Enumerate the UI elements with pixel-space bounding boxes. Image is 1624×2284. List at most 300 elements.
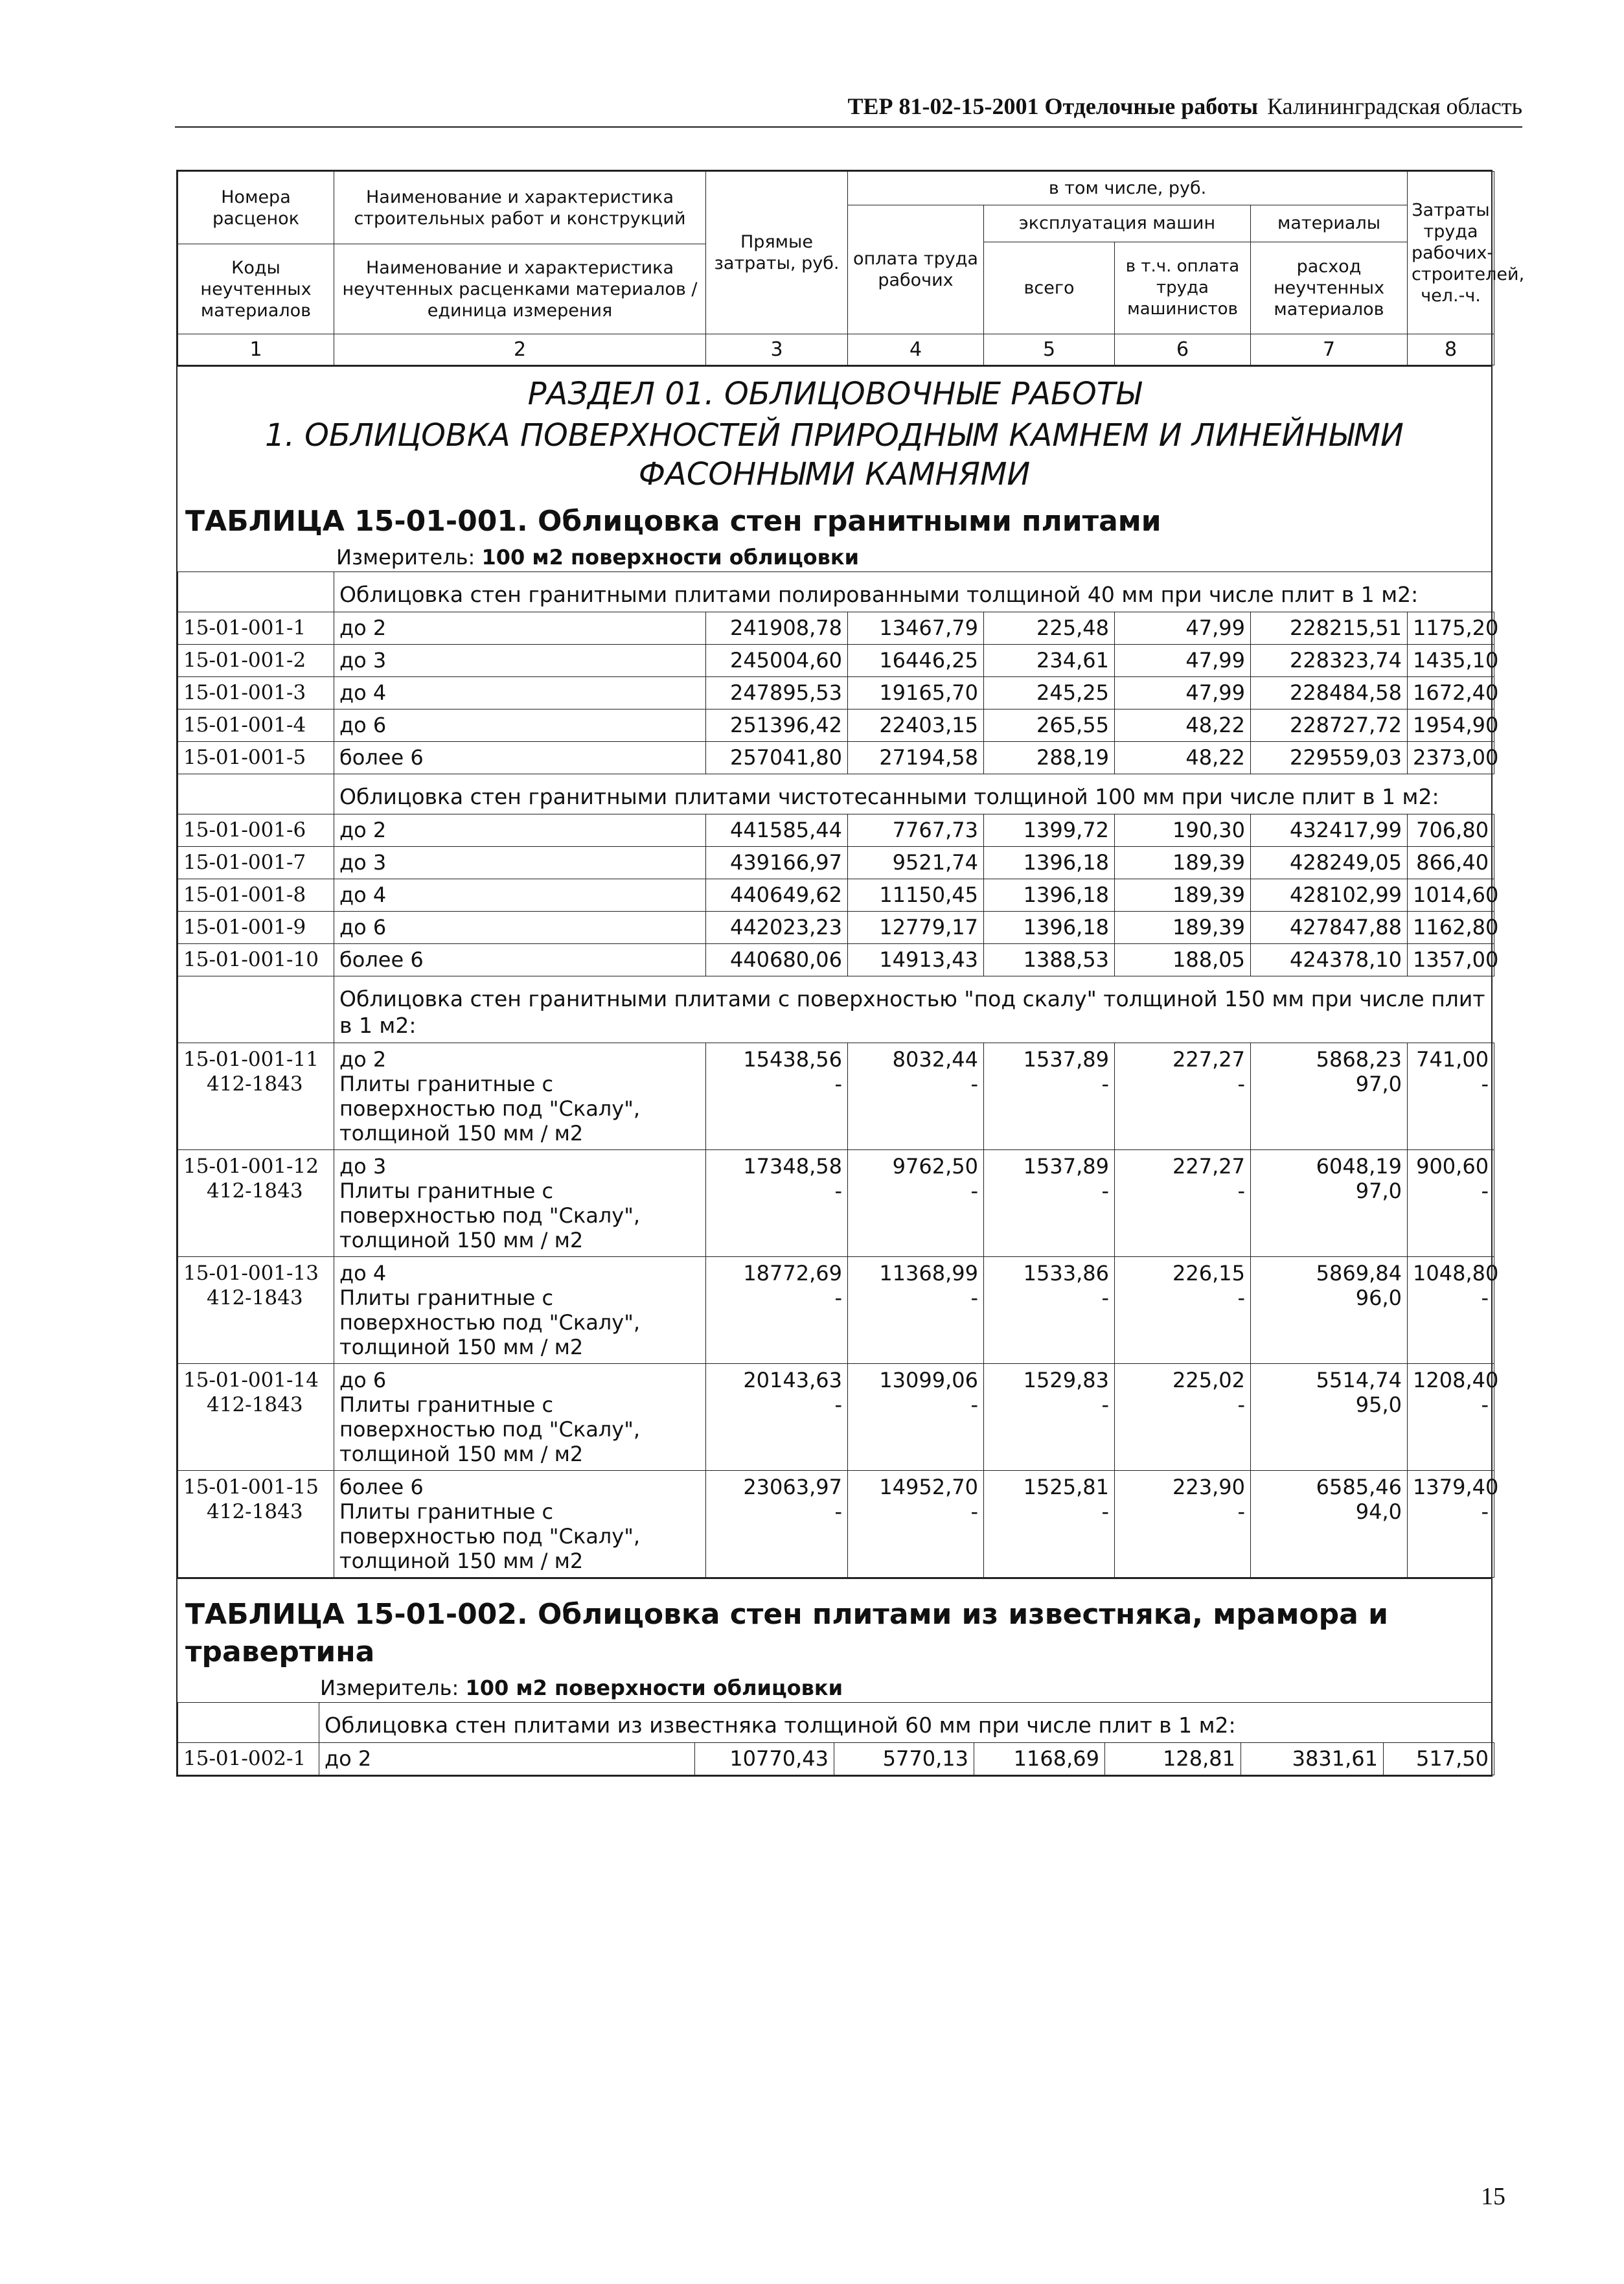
value-col4: 9762,50 — [892, 1154, 978, 1179]
col-number-6: 6 — [1115, 334, 1251, 365]
value-col4: 7767,73 — [892, 818, 978, 842]
value-cell-col8 — [1408, 709, 1499, 742]
value-col7: 3831,61 — [1292, 1746, 1378, 1771]
material-value-col3: - — [834, 1392, 842, 1417]
material-value-col5: - — [1101, 1179, 1109, 1203]
value-cell-col6 — [1115, 1257, 1251, 1364]
col-machines-labor-header: в т.ч. оплата труда машинистов — [1115, 242, 1251, 334]
value-col5: 1537,89 — [1023, 1154, 1109, 1179]
table-row — [178, 1364, 1494, 1471]
value-col6: 48,22 — [1185, 745, 1245, 770]
rate-code: 15-01-001-7 — [183, 851, 306, 874]
table-row — [178, 912, 1494, 944]
value-col6: 189,39 — [1172, 882, 1245, 907]
rate-name: до 2 — [325, 1746, 372, 1771]
rate-code-cell — [178, 814, 334, 847]
value-col3: 23063,97 — [743, 1475, 842, 1499]
document-code: ТЕР 81-02-15-2001 Отделочные работы — [847, 93, 1259, 119]
value-col8: 706,80 — [1416, 818, 1489, 842]
value-cell-col8 — [1408, 1043, 1494, 1150]
value-col4: 13467,79 — [879, 616, 978, 640]
col-incl-header: в том числе, руб. — [848, 172, 1408, 205]
value-col5: 1399,72 — [1023, 818, 1109, 842]
rate-code-cell — [178, 1257, 334, 1364]
value-col3: 440680,06 — [729, 947, 842, 972]
material-value-col8: - — [1481, 1499, 1489, 1524]
value-col8: 1014,60 — [1413, 882, 1499, 907]
value-cell-col7 — [1251, 1257, 1408, 1364]
rate-code: 15-01-001-2 — [183, 649, 306, 672]
value-col3: 15438,56 — [743, 1047, 842, 1072]
rate-name: до 4 — [339, 1261, 387, 1286]
col-codes-top: Номера расценок — [178, 172, 334, 244]
material-value-col7: 97,0 — [1355, 1179, 1402, 1203]
value-cell-col4 — [848, 847, 984, 879]
value-cell-col7 — [1251, 814, 1408, 847]
value-cell-col4 — [848, 1043, 984, 1150]
col-codes-header — [178, 172, 334, 334]
value-cell-col3 — [695, 1743, 834, 1775]
value-cell-col3 — [706, 645, 848, 677]
material-code: 412-1843 — [207, 1072, 303, 1096]
material-value-col7: 97,0 — [1355, 1072, 1402, 1096]
value-cell-col5 — [984, 879, 1115, 912]
value-cell-col4 — [848, 912, 984, 944]
rate-code: 15-01-001-14 — [183, 1368, 319, 1392]
group-description-row — [178, 774, 1494, 814]
value-cell-col5 — [984, 1150, 1115, 1257]
table-row — [178, 709, 1494, 742]
material-name: Плиты гранитные с поверхностью под "Скалу", толщиной 150 мм / м2 — [339, 1286, 641, 1359]
value-cell-col8 — [1408, 612, 1499, 645]
col-direct-costs-header: Прямые затраты, руб. — [706, 172, 848, 334]
value-cell-col4 — [848, 879, 984, 912]
value-cell-col8 — [1408, 742, 1499, 774]
group-description-row — [178, 976, 1494, 1043]
table-row — [178, 879, 1494, 912]
value-col6: 128,81 — [1163, 1746, 1235, 1771]
value-col4: 19165,70 — [879, 680, 978, 705]
rate-name: до 6 — [339, 713, 387, 737]
value-col7: 6048,19 — [1316, 1154, 1402, 1179]
material-value-col8: - — [1481, 1072, 1489, 1096]
rate-name: до 3 — [339, 850, 387, 875]
material-code: 412-1843 — [207, 1179, 303, 1203]
value-cell-col7 — [1251, 742, 1408, 774]
value-cell-col6 — [1115, 645, 1251, 677]
rate-code: 15-01-001-8 — [183, 883, 306, 906]
value-col5: 265,55 — [1036, 713, 1109, 737]
value-cell-col5 — [984, 944, 1115, 976]
value-col7: 424378,10 — [1289, 947, 1402, 972]
page-header — [175, 87, 1522, 128]
value-col8: 1162,80 — [1413, 915, 1499, 940]
col-labor-cost-header: Затраты труда рабочих-строителей, чел.-ч. — [1408, 172, 1494, 334]
table-row — [178, 847, 1494, 879]
group-description-row — [178, 1703, 1494, 1743]
value-cell-col6 — [1115, 847, 1251, 879]
value-col6: 189,39 — [1172, 915, 1245, 940]
value-cell-col5 — [984, 1043, 1115, 1150]
value-col6: 227,27 — [1172, 1154, 1245, 1179]
value-cell-col6 — [1115, 1364, 1251, 1471]
col-number-2: 2 — [334, 334, 706, 365]
value-cell-col5 — [984, 1257, 1115, 1364]
table-row — [178, 645, 1494, 677]
value-cell-col3 — [706, 1150, 848, 1257]
value-cell-col8 — [1408, 1257, 1499, 1364]
value-col6: 190,30 — [1172, 818, 1245, 842]
value-cell-col8 — [1408, 944, 1499, 976]
material-value-col4: - — [970, 1286, 978, 1310]
col-labor-pay-header: оплата труда рабочих — [848, 205, 984, 334]
value-col5: 1525,81 — [1023, 1475, 1109, 1499]
material-value-col5: - — [1101, 1072, 1109, 1096]
rate-name: до 3 — [339, 648, 387, 673]
rate-code-cell — [178, 847, 334, 879]
rate-name-cell — [334, 709, 706, 742]
value-col3: 18772,69 — [743, 1261, 842, 1286]
rate-name-cell — [334, 1471, 706, 1578]
rate-name-cell — [334, 814, 706, 847]
material-value-col4: - — [970, 1499, 978, 1524]
material-value-col7: 96,0 — [1355, 1286, 1402, 1310]
group-description: Облицовка стен гранитными плитами полированными толщиной 40 мм при числе плит в 1 м2: — [334, 572, 1494, 612]
value-cell-col3 — [706, 847, 848, 879]
value-col7: 428102,99 — [1289, 882, 1402, 907]
rate-name-cell — [334, 645, 706, 677]
value-cell-col6 — [1115, 612, 1251, 645]
value-col8: 1208,40 — [1413, 1368, 1499, 1392]
value-cell-col8 — [1408, 912, 1499, 944]
table-row — [178, 814, 1494, 847]
value-col6: 47,99 — [1185, 648, 1245, 673]
material-value-col6: - — [1237, 1179, 1245, 1203]
value-col8: 517,50 — [1416, 1746, 1489, 1771]
value-col5: 1396,18 — [1023, 850, 1109, 875]
value-col6: 225,02 — [1172, 1368, 1245, 1392]
rate-code: 15-01-001-4 — [183, 713, 306, 737]
value-cell-col6 — [1115, 677, 1251, 709]
rate-name: до 3 — [339, 1154, 387, 1179]
value-col8: 1379,40 — [1413, 1475, 1499, 1499]
value-col4: 27194,58 — [879, 745, 978, 770]
rate-name-cell — [334, 1150, 706, 1257]
value-col4: 12779,17 — [879, 915, 978, 940]
rate-code-cell — [178, 1471, 334, 1578]
value-col6: 188,05 — [1172, 947, 1245, 972]
value-cell-col4 — [848, 612, 984, 645]
value-col3: 17348,58 — [743, 1154, 842, 1179]
value-cell-col3 — [706, 612, 848, 645]
table-row — [178, 1471, 1494, 1578]
material-name: Плиты гранитные с поверхностью под "Скалу", толщиной 150 мм / м2 — [339, 1072, 641, 1146]
value-cell-col6 — [1115, 742, 1251, 774]
value-cell-col6 — [1105, 1743, 1241, 1775]
value-cell-col7 — [1251, 847, 1408, 879]
value-cell-col4 — [848, 1471, 984, 1578]
rate-code-cell — [178, 912, 334, 944]
value-col5: 234,61 — [1036, 648, 1109, 673]
value-cell-col6 — [1115, 944, 1251, 976]
rate-code-cell — [178, 1043, 334, 1150]
col-machines-header: эксплуатация машин — [984, 205, 1251, 242]
material-value-col7: 95,0 — [1355, 1392, 1402, 1417]
value-cell-col7 — [1251, 879, 1408, 912]
value-col3: 241908,78 — [729, 616, 842, 640]
value-col5: 225,48 — [1036, 616, 1109, 640]
value-col4: 5770,13 — [882, 1746, 968, 1771]
value-cell-col5 — [984, 742, 1115, 774]
rate-name-cell — [334, 742, 706, 774]
rate-code: 15-01-001-6 — [183, 818, 306, 842]
value-cell-col7 — [1251, 709, 1408, 742]
value-cell-col5 — [984, 847, 1115, 879]
value-cell-col3 — [706, 879, 848, 912]
table-2-data — [177, 1703, 1494, 1775]
value-col4: 11368,99 — [879, 1261, 978, 1286]
material-value-col6: - — [1237, 1499, 1245, 1524]
value-cell-col3 — [706, 912, 848, 944]
rate-name-cell — [319, 1743, 695, 1775]
table-row — [178, 1150, 1494, 1257]
value-col7: 228727,72 — [1289, 713, 1402, 737]
value-cell-col4 — [834, 1743, 974, 1775]
material-value-col5: - — [1101, 1392, 1109, 1417]
value-cell-col8 — [1408, 814, 1494, 847]
material-value-col4: - — [970, 1179, 978, 1203]
value-col6: 47,99 — [1185, 680, 1245, 705]
material-code: 412-1843 — [207, 1393, 303, 1416]
value-col3: 247895,53 — [729, 680, 842, 705]
rate-code-cell — [178, 612, 334, 645]
value-col4: 13099,06 — [879, 1368, 978, 1392]
table-row — [178, 944, 1494, 976]
value-cell-col4 — [848, 1257, 984, 1364]
value-col8: 866,40 — [1416, 850, 1489, 875]
value-col7: 432417,99 — [1289, 818, 1402, 842]
value-col3: 441585,44 — [729, 818, 842, 842]
value-col4: 11150,45 — [879, 882, 978, 907]
value-col3: 440649,62 — [729, 882, 842, 907]
value-col3: 251396,42 — [729, 713, 842, 737]
rate-code: 15-01-001-5 — [183, 746, 306, 769]
group-description: Облицовка стен гранитными плитами чистотесанными толщиной 100 мм при числе плит в 1 м2: — [334, 774, 1494, 814]
value-cell-col3 — [706, 709, 848, 742]
value-col8: 1175,20 — [1413, 616, 1499, 640]
value-cell-col7 — [1251, 677, 1408, 709]
material-value-col6: - — [1237, 1392, 1245, 1417]
value-cell-col3 — [706, 1257, 848, 1364]
value-cell-col7 — [1251, 1471, 1408, 1578]
material-value-col3: - — [834, 1072, 842, 1096]
material-name: Плиты гранитные с поверхностью под "Скалу", толщиной 150 мм / м2 — [339, 1499, 641, 1573]
value-cell-col3 — [706, 814, 848, 847]
value-cell-col4 — [848, 677, 984, 709]
value-cell-col4 — [848, 709, 984, 742]
value-col6: 48,22 — [1185, 713, 1245, 737]
value-cell-col7 — [1251, 612, 1408, 645]
col-number-1: 1 — [178, 334, 334, 365]
rate-code: 15-01-001-3 — [183, 681, 306, 704]
table-1-title: ТАБЛИЦА 15-01-001. Облицовка стен гранитными плитами — [185, 505, 1161, 538]
value-col3: 257041,80 — [729, 745, 842, 770]
value-cell-col5 — [984, 612, 1115, 645]
col-name-header — [334, 172, 706, 334]
value-col6: 227,27 — [1172, 1047, 1245, 1072]
value-cell-col8 — [1408, 847, 1494, 879]
value-col4: 16446,25 — [879, 648, 978, 673]
material-value-col3: - — [834, 1286, 842, 1310]
rate-code: 15-01-002-1 — [183, 1747, 306, 1770]
value-col7: 228484,58 — [1289, 680, 1402, 705]
col-number-3: 3 — [706, 334, 848, 365]
column-header-table — [177, 171, 1525, 365]
value-col4: 22403,15 — [879, 713, 978, 737]
estimate-sheet — [176, 170, 1525, 1777]
value-cell-col7 — [1251, 1364, 1408, 1471]
value-cell-col7 — [1251, 944, 1408, 976]
value-col7: 6585,46 — [1316, 1475, 1402, 1499]
col-codes-bottom: Коды неучтенных материалов — [200, 257, 312, 321]
rate-code: 15-01-001-15 — [183, 1475, 319, 1499]
value-cell-col5 — [984, 709, 1115, 742]
value-col6: 223,90 — [1172, 1475, 1245, 1499]
material-name: Плиты гранитные с поверхностью под "Скалу", толщиной 150 мм / м2 — [339, 1392, 641, 1466]
value-col6: 47,99 — [1185, 616, 1245, 640]
rate-name: более 6 — [339, 1475, 424, 1499]
table-1-data — [177, 572, 1499, 1578]
value-cell-col7 — [1251, 1150, 1408, 1257]
value-cell-col7 — [1251, 1043, 1408, 1150]
region-name: Калининградская область — [1267, 93, 1522, 119]
group-description: Облицовка стен плитами из известняка толщиной 60 мм при числе плит в 1 м2: — [319, 1703, 1494, 1743]
material-code: 412-1843 — [207, 1500, 303, 1523]
rate-code: 15-01-001-10 — [183, 948, 319, 971]
value-cell-col6 — [1115, 1043, 1251, 1150]
material-code: 412-1843 — [207, 1286, 303, 1309]
value-col5: 1396,18 — [1023, 915, 1109, 940]
value-cell-col4 — [848, 1150, 984, 1257]
col-name-bottom: Наименование и характеристика неучтенных расценками материалов / единица измерения — [342, 257, 698, 321]
value-cell-col3 — [706, 1471, 848, 1578]
rate-name: до 4 — [339, 680, 387, 705]
material-value-col6: - — [1237, 1286, 1245, 1310]
value-col7: 228215,51 — [1289, 616, 1402, 640]
rate-name: до 6 — [339, 915, 387, 940]
value-cell-col3 — [706, 1043, 848, 1150]
value-col8: 741,00 — [1416, 1047, 1489, 1072]
value-col8: 1357,00 — [1413, 947, 1499, 972]
page-number: 15 — [1481, 2183, 1505, 2210]
value-col8: 1672,40 — [1413, 680, 1499, 705]
value-col3: 10770,43 — [729, 1746, 829, 1771]
group-description-row — [178, 572, 1494, 612]
table-row — [178, 1043, 1494, 1150]
value-cell-col5 — [984, 645, 1115, 677]
rate-code-cell — [178, 709, 334, 742]
value-cell-col4 — [848, 645, 984, 677]
rate-code-cell — [178, 1364, 334, 1471]
value-col7: 229559,03 — [1289, 745, 1402, 770]
value-col7: 427847,88 — [1289, 915, 1402, 940]
value-col5: 1388,53 — [1023, 947, 1109, 972]
rate-name-cell — [334, 944, 706, 976]
col-name-top: Наименование и характеристика строительных работ и конструкций — [334, 172, 705, 244]
rate-code: 15-01-001-11 — [183, 1048, 319, 1071]
value-cell-col5 — [984, 1471, 1115, 1578]
value-col8: 1954,90 — [1413, 713, 1499, 737]
value-cell-col3 — [706, 1364, 848, 1471]
value-col7: 5868,23 — [1316, 1047, 1402, 1072]
empty-code-cell — [178, 1703, 319, 1743]
value-col4: 14952,70 — [879, 1475, 978, 1499]
group-description: Облицовка стен гранитными плитами с поверхностью "под скалу" толщиной 150 мм при числе плит в 1 м2: — [334, 976, 1494, 1043]
value-cell-col8 — [1408, 879, 1499, 912]
value-cell-col4 — [848, 814, 984, 847]
value-cell-col5 — [984, 912, 1115, 944]
value-cell-col3 — [706, 742, 848, 774]
rate-name: до 2 — [339, 818, 387, 842]
value-col5: 245,25 — [1036, 680, 1109, 705]
rate-code-cell — [178, 742, 334, 774]
value-cell-col8 — [1408, 1471, 1499, 1578]
value-col4: 9521,74 — [892, 850, 978, 875]
col-materials-use-header: расход неучтенных материалов — [1251, 242, 1408, 334]
value-cell-col5 — [984, 814, 1115, 847]
section-title: РАЗДЕЛ 01. ОБЛИЦОВОЧНЫЕ РАБОТЫ — [177, 365, 1491, 413]
value-cell-col8 — [1408, 645, 1499, 677]
value-col4: 8032,44 — [892, 1047, 978, 1072]
col-materials-header: материалы — [1251, 205, 1408, 242]
material-value-col8: - — [1481, 1179, 1489, 1203]
value-col5: 1396,18 — [1023, 882, 1109, 907]
rate-name: более 6 — [339, 745, 424, 770]
material-value-col5: - — [1101, 1499, 1109, 1524]
rate-name-cell — [334, 677, 706, 709]
meter-value: 100 м2 поверхности облицовки — [465, 1676, 843, 1700]
table-row — [178, 1257, 1494, 1364]
col-number-5: 5 — [984, 334, 1115, 365]
value-col7: 428249,05 — [1289, 850, 1402, 875]
value-col4: 14913,43 — [879, 947, 978, 972]
rate-name: более 6 — [339, 947, 424, 972]
table-2-title: ТАБЛИЦА 15-01-002. Облицовка стен плитами из известняка, мрамора и травертина — [177, 1578, 1491, 1674]
meter-label: Измеритель: — [336, 545, 475, 570]
empty-code-cell — [178, 572, 334, 612]
value-col7: 228323,74 — [1289, 648, 1402, 673]
rate-code-cell — [178, 1743, 319, 1775]
rate-name-cell — [334, 612, 706, 645]
value-col6: 189,39 — [1172, 850, 1245, 875]
material-value-col5: - — [1101, 1286, 1109, 1310]
material-value-col6: - — [1237, 1072, 1245, 1096]
value-cell-col8 — [1384, 1743, 1494, 1775]
rate-code: 15-01-001-13 — [183, 1262, 319, 1285]
rate-code: 15-01-001-9 — [183, 916, 306, 939]
material-value-col3: - — [834, 1179, 842, 1203]
value-col7: 5514,74 — [1316, 1368, 1402, 1392]
value-cell-col4 — [848, 742, 984, 774]
value-col5: 1537,89 — [1023, 1047, 1109, 1072]
value-col5: 288,19 — [1036, 745, 1109, 770]
value-col7: 5869,84 — [1316, 1261, 1402, 1286]
rate-name-cell — [334, 912, 706, 944]
value-col3: 439166,97 — [729, 850, 842, 875]
material-value-col8: - — [1481, 1392, 1489, 1417]
value-col5: 1533,86 — [1023, 1261, 1109, 1286]
material-value-col8: - — [1481, 1286, 1489, 1310]
